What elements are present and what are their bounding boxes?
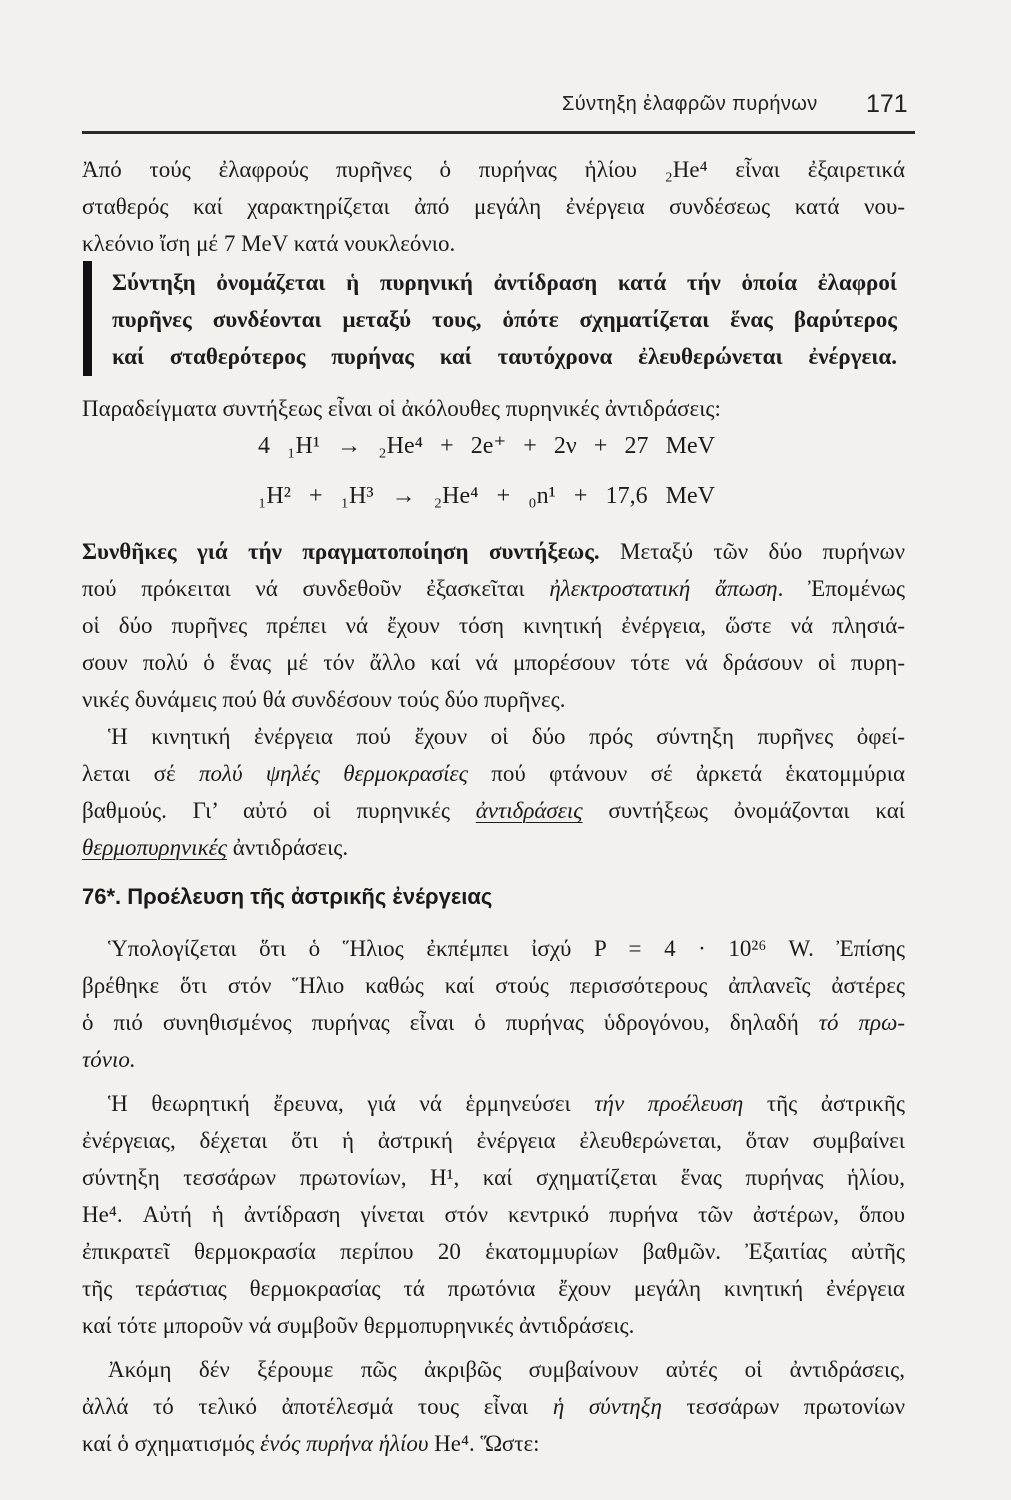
paragraph-examples: [82, 390, 905, 427]
text-line: [82, 755, 905, 792]
text-run: λεται σέ: [82, 761, 199, 786]
text-run: Μεταξύ τῶν δύο πυρήνων: [599, 539, 905, 564]
text-line: [82, 1388, 905, 1425]
italic-run: ἑνός πυρήνα ἡλίου: [260, 1431, 429, 1456]
text-line: [82, 533, 905, 570]
text-line: Ὑπολογίζεται ὅτι ὁ Ἥλιος ἐκπέμπει ἰσχύ P = 4 · 10²⁶ W. Ἐπίσης: [108, 936, 905, 961]
text-run: ὁ πιό συνηθισμένος πυρήνας εἶναι ὁ πυρήνας ὑδρογόνου, δηλαδή: [82, 1010, 819, 1035]
paragraph-theory: [82, 1085, 905, 1344]
text-line: [82, 792, 905, 829]
paragraph-kinetic: [82, 718, 905, 866]
text-run: βαθμούς. Γι’ αὐτό οἱ πυρηνικές: [82, 798, 476, 823]
text-run: συντήξεως ὀνομάζονται καί: [582, 798, 905, 823]
text-line: He⁴. Αὐτή ἡ ἀντίδραση γίνεται στόν κεντρικό πυρήνα τῶν ἀστέρων, ὅπου: [82, 1202, 905, 1227]
definition-block: [112, 264, 897, 375]
italic-run: ἠλεκτροστατική ἄπωση: [549, 576, 778, 601]
text-run: τῆς ἀστρικῆς: [743, 1091, 905, 1116]
text-line: καί σταθερότερος πυρήνας καί ταυτόχρονα ἐλευθερώνεται ἐνέργεια.: [112, 344, 897, 369]
equation: 4 ₁H¹ → ₂He⁴ + 2e⁺ + 2ν + 27 MeV: [258, 433, 715, 459]
italic-run: τήν προέλευση: [594, 1091, 744, 1116]
definition-bar: [83, 261, 92, 376]
text-line: Παραδείγματα συντήξεως εἶναι οἱ ἀκόλουθες πυρηνικές ἀντιδράσεις:: [82, 396, 721, 421]
text-line: καί τότε μποροῦν νά συμβοῦν θερμοπυρηνικές ἀντιδράσεις.: [82, 1313, 635, 1338]
text-line: [82, 570, 905, 607]
text-line: [82, 829, 905, 866]
text-line: σουν πολύ ὁ ἕνας μέ τόν ἄλλο καί νά μπορέσουν τότε νά δράσουν οἱ πυρη-: [82, 650, 905, 675]
text-line: [82, 1425, 905, 1462]
text-line: τῆς τεράστιας θερμοκρασίας τά πρωτόνια ἔχουν μεγάλη κινητική ἐνέργεια: [82, 1276, 905, 1301]
paragraph-power: [82, 930, 905, 1078]
text-run: ἀλλά τό τελικό ἀποτέλεσμά τους εἶναι: [82, 1394, 553, 1419]
paragraph-intro: [82, 151, 905, 262]
italic-run: θερμοπυρηνικές: [82, 835, 228, 860]
text-run: τεσσάρων πρωτονίων: [661, 1394, 905, 1419]
equation: ₁H² + ₁H³ → ₂He⁴ + ₀n¹ + 17,6 MeV: [258, 483, 715, 509]
section-heading: [82, 878, 492, 915]
text-line: [82, 1004, 905, 1041]
text-line: [82, 1085, 905, 1122]
paragraph-closing: [82, 1351, 905, 1462]
text-line: Ἡ κινητική ἐνέργεια πού ἔχουν οἱ δύο πρός σύντηξη πυρῆνες ὀφεί-: [108, 724, 905, 749]
text-run: πού φτάνουν σέ ἀρκετά ἑκατομμύρια: [467, 761, 905, 786]
text-run: ἀντιδράσεις.: [227, 835, 349, 860]
text-run: . Ἐπομένως: [777, 576, 905, 601]
text-line: Σύντηξη ὀνομάζεται ἡ πυρηνική ἀντίδραση κατά τήν ὁποία ἐλαφροί: [112, 270, 897, 295]
text-run: πού πρόκειται νά συνδεθοῦν ἐξασκεῖται: [82, 576, 550, 601]
text-line: σταθερός καί χαρακτηρίζεται ἀπό μεγάλη ἐνέργεια συνδέσεως κατά νου-: [82, 194, 905, 219]
text-run: καί ὁ σχηματισμός: [82, 1431, 261, 1456]
text-line: Ἀπό τούς ἐλαφρούς πυρῆνες ὁ πυρήνας ἡλίου ₂He⁴ εἶναι ἐξαιρετικά: [82, 157, 905, 182]
section-number: 76*.: [82, 884, 122, 909]
text-line: ἐνέργειας, δέχεται ὅτι ἡ ἀστρική ἐνέργεια ἐλευθερώνεται, ὅταν συμβαίνει: [82, 1128, 905, 1153]
italic-run: τό πρω-: [818, 1010, 905, 1035]
bold-run: Συνθῆκες γιά τήν πραγματοποίηση συντήξεως.: [82, 539, 600, 564]
text-line: οἱ δύο πυρῆνες πρέπει νά ἔχουν τόση κινητική ἐνέργεια, ὥστε νά πλησιά-: [82, 613, 905, 638]
page-number: 171: [866, 90, 908, 118]
section-title: Προέλευση τῆς ἀστρικῆς ἐνέργειας: [127, 884, 493, 909]
text-line: πυρῆνες συνδέονται μεταξύ τους, ὁπότε σχηματίζεται ἕνας βαρύτερος: [112, 307, 897, 332]
text-run: Ἡ θεωρητική ἔρευνα, γιά νά ἑρμηνεύσει: [108, 1091, 595, 1116]
italic-run: ἀντιδράσεις: [475, 798, 583, 823]
italic-run: πολύ ψηλές θερμοκρασίες: [198, 761, 468, 786]
italic-run: ἡ σύντηξη: [552, 1394, 662, 1419]
text-line: σύντηξη τεσσάρων πρωτονίων, H¹, καί σχηματίζεται ἕνας πυρήνας ἡλίου,: [82, 1165, 905, 1190]
paragraph-conditions: [82, 533, 905, 718]
text-line: Ἀκόμη δέν ξέρουμε πῶς ἀκριβῶς συμβαίνουν αὐτές οἱ ἀντιδράσεις,: [108, 1357, 905, 1382]
text-run: He⁴. Ὥστε:: [428, 1431, 540, 1456]
text-line: τόνιο.: [82, 1047, 136, 1072]
text-line: ἐπικρατεῖ θερμοκρασία περίπου 20 ἑκατομμυρίων βαθμῶν. Ἐξαιτίας αὐτῆς: [82, 1239, 905, 1264]
header-rule: [82, 131, 915, 134]
running-title: Σύντηξη ἐλαφρῶν πυρήνων: [562, 93, 818, 115]
text-line: κλεόνιο ἴση μέ 7 MeV κατά νουκλεόνιο.: [82, 231, 456, 256]
text-line: βρέθηκε ὅτι στόν Ἥλιο καθώς καί στούς περισσότερους ἀπλανεῖς ἀστέρες: [82, 973, 905, 998]
text-line: νικές δυνάμεις πού θά συνδέσουν τούς δύο πυρῆνες.: [82, 687, 566, 712]
